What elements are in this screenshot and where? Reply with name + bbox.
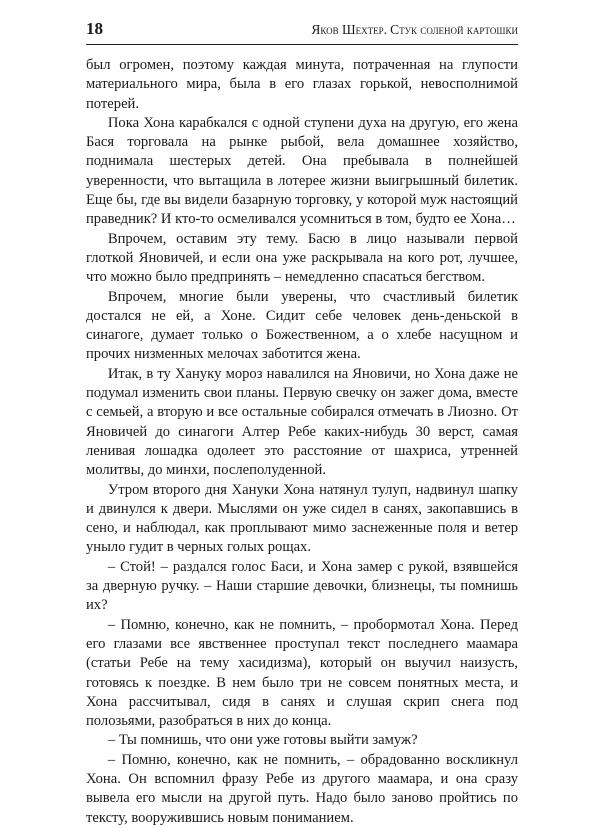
running-head-author: Яков Шехтер. xyxy=(311,22,388,37)
paragraph: Впрочем, оставим эту тему. Басю в лицо называли первой глоткой Яновичей, и если она уже раскрывала на кого рот, лучшее, что можно было предпринять – немедленно спасаться бегством. xyxy=(86,230,518,286)
paragraph: Итак, в ту Ханукy мороз навалился на Яновичи, но Хона даже не подумал изменить свои планы. Первую свечку он зажег дома, вместе с семьей, а вторую и все остальные собирался отмечать в Лиозно. От Яновичей до синагоги Алтер Ребе каких-нибудь 30 верст, самая ленивая лошадка одолеет это расстояние от шахриса, утренней молитвы, до минхи, послеполуденной. xyxy=(86,365,518,479)
paragraph: Утром второго дня Хануки Хона натянул тулуп, надвинул шапку и двинулся к двери. Мыслями он уже сидел в санях, закопавшись в сено, и наблюдал, как проплывают мимо заснеженные поля и ветер уныло гудит в черных голых рощах. xyxy=(86,481,518,556)
paragraph: – Помню, конечно, как не помнить, – обрадованно воскликнул Хона. Он вспомнил фразу Ребе из другого маамара, и она сразу вывела его мысли на другой путь. Надо было заново пройтись по тексту, вооружившись новым пониманием. xyxy=(86,751,518,826)
running-head-title: Стук соленой картошки xyxy=(390,22,518,37)
paragraph: – Ты помнишь, что они уже готовы выйти замуж? xyxy=(107,732,418,749)
body-text xyxy=(86,56,518,828)
paragraph: был огромен, поэтому каждая минута, потраченная на глупости материального мира, была в его глазах горькой, невосполнимой потерей. xyxy=(86,57,518,112)
running-head xyxy=(311,22,518,38)
paragraph: – Помню, конечно, как не помнить, – пробормотал Хона. Перед его глазами все явственнее проступал текст последнего маамара (статьи Ребе на тему хасидизма), который он выучил наизусть, готовясь к поездке. В нем было три не совсем понятных места, и Хона рассчитывал, сидя в санях и слушая скрип снега под полозьями, разобраться в них до конца. xyxy=(86,616,518,730)
paragraph: Пока Хона карабкался с одной ступени духа на другую, его жена Бася торговала на рынке рыбой, вела домашнее хозяйство, поднимала шестерых детей. Она пребывала в полнейшей уверенности, что вытащила в лотерее жизни выигрышный билетик. Еще бы, где вы видели базарную торговку, у которой муж настоящий праведник? И кто-то осмеливался усомниться в том, будто ее Хона… xyxy=(86,114,518,228)
page-number: 18 xyxy=(86,19,103,38)
paragraph: Впрочем, многие были уверены, что счастливый билетик достался не ей, а Хоне. Сидит себе человек день-деньской в синагоге, думает только о Божественном, а о хлебе насущном и прочих низменных мелочах заботится жена. xyxy=(86,288,518,363)
paragraph: – Стой! – раздался голос Баси, и Хона замер с рукой, взявшейся за дверную ручку. – Наши старшие девочки, близнецы, ты помнишь их? xyxy=(86,558,518,614)
page-header xyxy=(86,20,518,45)
